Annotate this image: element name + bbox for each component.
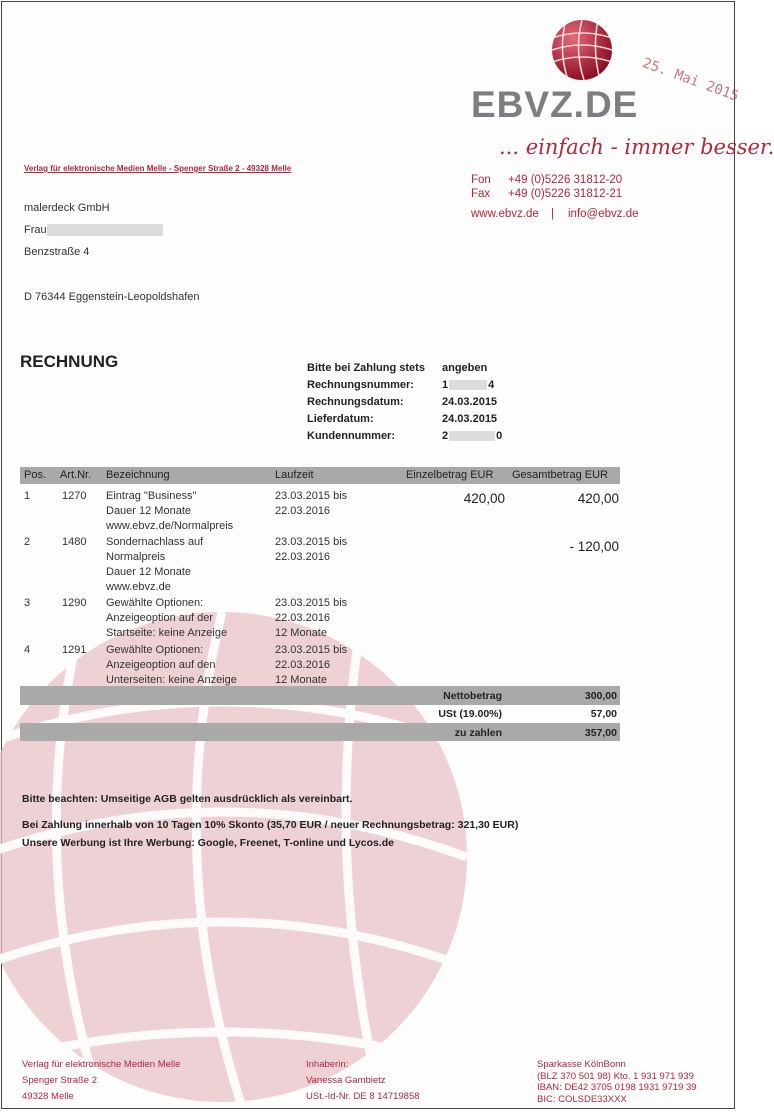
delivery-date: 24.03.2015 (442, 413, 498, 425)
invoice-page (1, 1, 774, 1109)
row-desc: Gewählte Optionen: Anzeigeoption auf der Startseite: keine Anzeige (106, 597, 228, 639)
row-term: 23.03.2015 bis 22.03.2016 (275, 490, 348, 517)
col-header-pos: Pos. (24, 469, 47, 481)
customer-number: 2 0 (442, 430, 503, 442)
row-desc: Eintrag "Business" Dauer 12 Monate www.ebvz.de/Normalpreis (106, 490, 234, 532)
row-desc: Sondernachlass auf Normalpreis Dauer 12 Monate www.ebvz.de (106, 536, 204, 593)
meta-value: angeben (442, 362, 488, 374)
fax-number: +49 (0)5226 31812-21 (508, 188, 623, 200)
netto-bar (20, 686, 620, 705)
sender-return-line: Verlag für elektronische Medien Melle - Spenger Straße 2 - 49328 Melle (24, 164, 292, 173)
recipient-city: D 76344 Eggenstein-Leopoldshafen (24, 291, 200, 303)
redacted-name (47, 224, 163, 236)
row-desc: Gewählte Optionen: Anzeigeoption auf den Unterseiten: keine Anzeige (106, 644, 237, 686)
col-header-gesamt: Gesamtbetrag EUR (512, 469, 608, 481)
row-total-amount: - 120,00 (569, 539, 619, 554)
recipient-salutation: Frau (24, 224, 47, 236)
invoice-number: 1 4 (442, 379, 495, 391)
row-art: 1290 (62, 597, 87, 609)
ust-value: 57,00 (590, 708, 617, 720)
recipient-salutation-line (24, 224, 163, 236)
row-total-amount: 420,00 (577, 491, 619, 506)
row-pos: 1 (24, 490, 31, 502)
ust-label: USt (19.00%) (438, 708, 502, 720)
row-art: 1270 (62, 490, 87, 502)
meta-label: Bitte bei Zahlung stets (307, 362, 425, 374)
email-link[interactable]: info@ebvz.de (568, 208, 639, 220)
footer-owner: Inhaberin: Vanessa Gambietz USt.-Id-Nr. DE 8 14719858 (306, 1059, 420, 1102)
recipient-company: malerdeck GmbH (24, 202, 110, 214)
row-term: 23.03.2015 bis 22.03.2016 (275, 536, 348, 563)
row-pos: 4 (24, 644, 31, 656)
received-stamp: 25. Mai 2015 (640, 55, 741, 105)
logo-tagline: ... einfach - immer besser. (499, 135, 774, 159)
meta-label: Lieferdatum: (307, 413, 374, 425)
contact-separator: | (551, 208, 554, 220)
row-art: 1291 (62, 644, 87, 656)
row-art: 1480 (62, 536, 87, 548)
netto-label: Nettobetrag (443, 690, 502, 702)
website-link[interactable]: www.ebvz.de (471, 208, 539, 220)
meta-label: Kundennummer: (307, 430, 395, 442)
logo-wordmark: EBVZ.DE (471, 84, 639, 125)
col-header-art: Art.Nr. (60, 469, 92, 481)
col-header-bez: Bezeichnung (106, 469, 170, 481)
recipient-street: Benzstraße 4 (24, 246, 90, 258)
col-header-lauf: Laufzeit (275, 469, 314, 481)
footer-bank: Sparkasse KölnBonn (BLZ 370 501 98) Kto. 1 931 971 939 IBAN: DE42 3705 0198 1931 9719 39 BIC: COLSDE33XXX (537, 1059, 697, 1105)
meta-label: Rechnungsdatum: (307, 396, 404, 408)
row-term: 23.03.2015 bis 22.03.2016 12 Monate (275, 597, 348, 639)
zahlen-label: zu zahlen (454, 727, 502, 739)
invoice-date: 24.03.2015 (442, 396, 498, 408)
netto-value: 300,00 (584, 690, 617, 702)
footer-publisher: Verlag für elektronische Medien Melle Spenger Straße 2 49328 Melle (22, 1059, 181, 1102)
werbung-note: Unsere Werbung ist Ihre Werbung: Google, Freenet, T-online und Lycos.de (22, 837, 395, 849)
phone-label: Fon (471, 174, 491, 186)
zahlen-bar (20, 723, 620, 741)
col-header-einzel: Einzelbetrag EUR (406, 469, 494, 481)
row-unit-amount: 420,00 (463, 491, 505, 506)
redacted-value (449, 380, 487, 390)
page-title: RECHNUNG (20, 352, 119, 371)
row-pos: 2 (24, 536, 31, 548)
agb-note: Bitte beachten: Umseitige AGB gelten ausdrücklich als vereinbart. (22, 793, 353, 805)
fax-label: Fax (471, 188, 491, 200)
meta-label: Rechnungsnummer: (307, 379, 414, 391)
skonto-note: Bei Zahlung innerhalb von 10 Tagen 10% Skonto (35,70 EUR / neuer Rechnungsbetrag: 321,30 EUR) (22, 819, 519, 831)
row-term: 23.03.2015 bis 22.03.2016 12 Monate (275, 644, 348, 686)
row-pos: 3 (24, 597, 31, 609)
logo-globe-icon (550, 18, 614, 82)
phone-number: +49 (0)5226 31812-20 (508, 174, 623, 186)
redacted-value (449, 431, 495, 441)
watermark-globe-icon (0, 597, 482, 1117)
zahlen-value: 357,00 (584, 727, 617, 739)
